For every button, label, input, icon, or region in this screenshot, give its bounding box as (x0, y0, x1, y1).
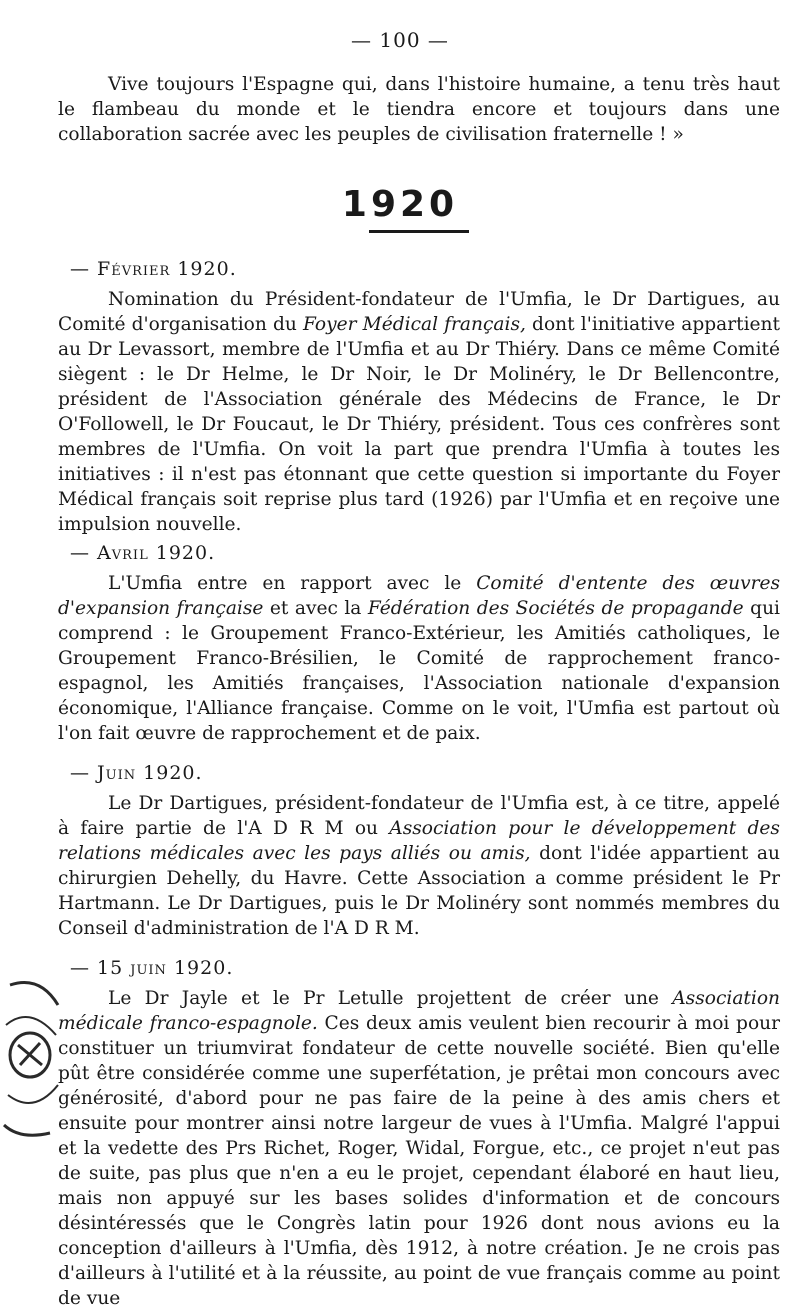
paragraph-fevrier (58, 287, 780, 537)
text-span: dont l'idée appartient au chirurgien Dehelly, du Havre. Cette Association a comme président le Pr Hartmann. Le Dr Dartigues, puis le Dr Molinéry sont nommés membres du Conseil d'administration de l'A D R M. (58, 843, 780, 939)
text-span: Le Dr Jayle et le Pr Letulle projettent de créer une (108, 988, 673, 1009)
paragraph-avril (58, 571, 780, 746)
text-span: qui comprend : le Groupement Franco-Extérieur, les Amitiés catholiques, le Groupement Franco-Brésilien, le Comité de rapprochement franco-espagnol, les Amitiés françaises, l'Association nationale d'expansion économique, l'Alliance française. Comme on le voit, l'Umfia est partout où l'on fait œuvre de rapprochement et de paix. (58, 598, 780, 744)
section-heading-juin: — Juin 1920. (70, 762, 203, 784)
intro-paragraph (58, 72, 780, 147)
section-heading-15-juin: — 15 juin 1920. (70, 957, 234, 979)
year-underline (369, 230, 469, 233)
section-body-juin (58, 791, 780, 941)
library-stamp-image (0, 965, 64, 1165)
paragraph-15-juin (58, 986, 780, 1311)
text-span: et avec la (263, 598, 368, 619)
section-body-fevrier (58, 287, 780, 537)
text-span: Nomination du Président-fondateur de l'Umfia, le Dr Dartigues, au Comité d'organisation du (58, 289, 780, 335)
section-body-avril (58, 571, 780, 746)
intro-text: Vive toujours l'Espagne qui, dans l'histoire humaine, a tenu très haut le flambeau du monde et le tiendra encore et toujours dans une collaboration sacrée avec les peuples de civilisation fraternelle ! » (58, 74, 780, 145)
text-span: Le Dr Dartigues, président-fondateur de l'Umfia est, à ce titre, appelé à faire partie de l'A D R M ou (58, 793, 780, 839)
italic-title: Association médicale franco-espagnole. (58, 988, 780, 1034)
italic-title: Foyer Médical français, (303, 314, 526, 335)
text-span: dont l'initiative appartient au Dr Levassort, membre de l'Umfia et au Dr Thiéry. Dans ce même Comité siègent : le Dr Helme, le Dr Noir, le Dr Molinéry, le Dr Bellencontre, président de l'Association générale des Médecins de France, le Dr O'Followell, le Dr Foucaut, le Dr Thiéry, président. Tous ces confrères sont membres de l'Umfia. On voit la part que prendra l'Umfia à toutes les initiatives : il n'est pas étonnant que cette question si importante du Foyer Médical français soit reprise plus tard (1926) par l'Umfia et en reçoive une impulsion nouvelle. (58, 314, 780, 535)
section-heading-avril: — Avril 1920. (70, 542, 216, 564)
text-span: Ces deux amis veulent bien recourir à moi pour constituer un triumvirat fondateur de cette nouvelle société. Bien qu'elle pût être considérée comme une superfétation, je prêtai mon concours avec générosité, d'abord pour ne pas faire de la peine à des amis chers et ensuite pour montrer ainsi notre largeur de vues à l'Umfia. Malgré l'appui et la vedette des Prs Richet, Roger, Widal, Forgue, etc., ce projet n'eut pas de suite, pas plus que n'en a eu le projet, cependant élaboré en haut lieu, mais non appuyé sur les bases solides d'information et de concours désintéressés que le Congrès latin pour 1926 dont nous avions eu la conception d'ailleurs à l'Umfia, dès 1912, à notre création. Je ne crois pas d'ailleurs à l'utilité et à la réussite, au point de vue français comme au point de vue (58, 1013, 780, 1309)
italic-title: Association pour le développement des relations médicales avec les pays alliés ou amis, (58, 818, 780, 864)
italic-title: Comité d'entente des œuvres d'expansion française (58, 573, 781, 619)
italic-title: Fédération des Sociétés de propagande (367, 598, 744, 619)
paragraph-juin (58, 791, 780, 941)
page-number: — 100 — (351, 28, 449, 52)
section-heading-fevrier: — Février 1920. (70, 258, 237, 280)
section-body-15-juin (58, 986, 780, 1311)
year-heading: 1920 (341, 184, 459, 225)
text-span: L'Umfia entre en rapport avec le (108, 573, 477, 594)
